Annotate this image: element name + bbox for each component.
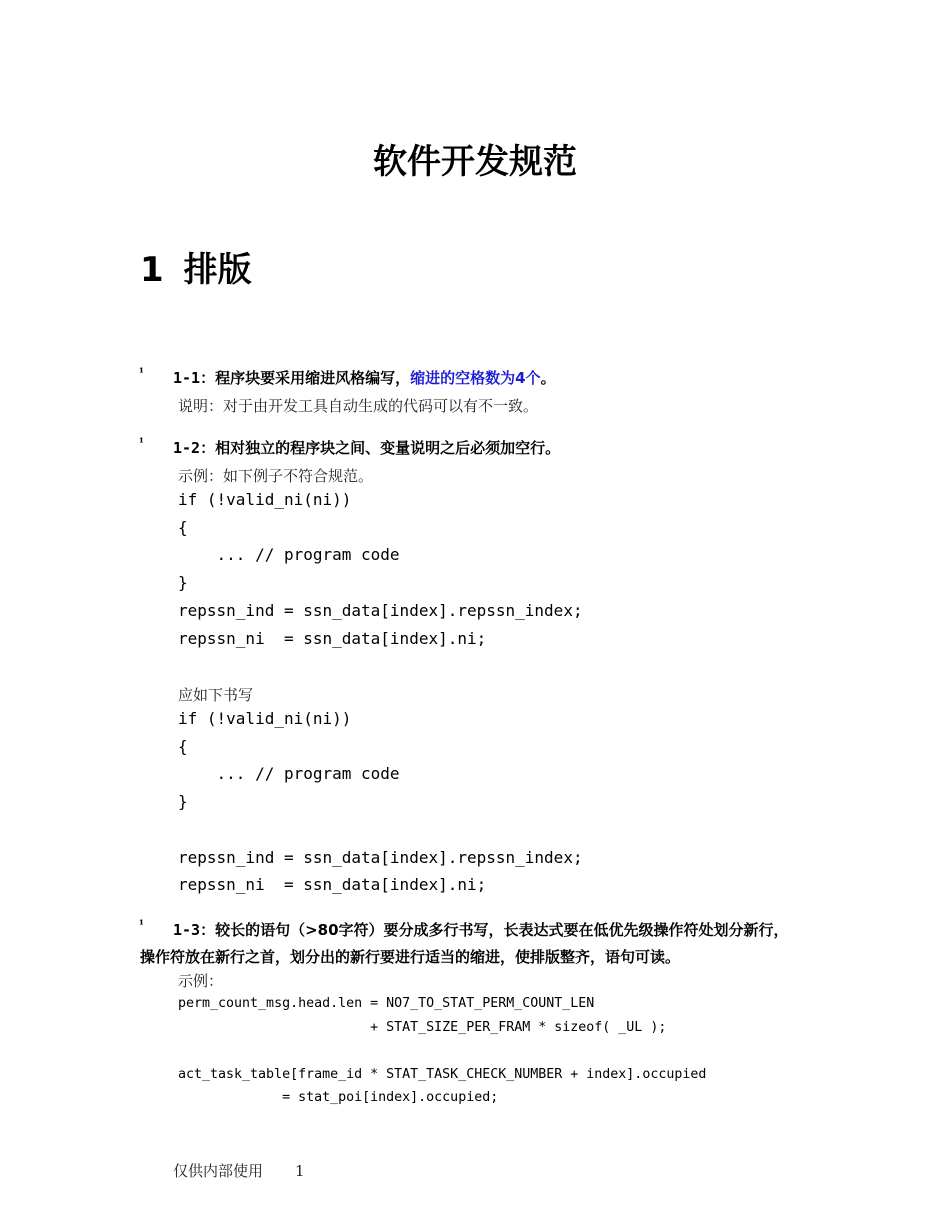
rule-id: 1-3 <box>173 921 201 939</box>
rule-bullet: ¹ <box>139 436 144 449</box>
good-example-label: 应如下书写 <box>178 686 254 704</box>
rule-highlight: 缩进的空格数为4个 <box>410 369 541 387</box>
rule-1-1-note: 说明：对于由开发工具自动生成的代码可以有不一致。 <box>178 397 539 415</box>
rule-1-3-continued: 操作符放在新行之首，划分出的新行要进行适当的缩进，使排版整齐，语句可读。 <box>140 948 681 966</box>
footer-label: 仅供内部使用 <box>173 1162 264 1180</box>
section-heading <box>140 242 252 291</box>
rule-id: 1-1 <box>173 369 201 387</box>
rule-bullet: ¹ <box>139 366 144 379</box>
page-number: 1 <box>295 1162 305 1180</box>
code-block-bad: if (!valid_ni(ni)) { ... // program code } repssn_ind = ssn_data[index].repssn_index; repssn_ni = ssn_data[index].ni; <box>178 490 583 648</box>
rule-text: ：较长的语句（>80字符）要分成多行书写，长表达式要在低优先级操作符处划分新行， <box>200 921 789 939</box>
example-label: 示例：如下例子不符合规范。 <box>178 467 374 485</box>
rule-id: 1-2 <box>173 439 201 457</box>
page-footer <box>173 1160 305 1181</box>
section-title: 排版 <box>183 250 252 290</box>
code-block-good: if (!valid_ni(ni)) { ... // program code } repssn_ind = ssn_data[index].repssn_index; repssn_ni = ssn_data[index].ni; <box>178 709 583 895</box>
rule-text: ：相对独立的程序块之间、变量说明之后必须加空行。 <box>200 439 561 457</box>
rule-text-end: 。 <box>540 369 556 387</box>
rule-text: ：程序块要采用缩进风格编写， <box>200 369 411 387</box>
section-number: 1 <box>140 250 164 290</box>
rule-1-1 <box>173 367 556 388</box>
rule-1-3 <box>173 919 789 940</box>
document-title: 软件开发规范 <box>373 142 577 182</box>
rule-bullet: ¹ <box>139 918 144 931</box>
rule-1-2 <box>173 437 560 458</box>
example-label: 示例： <box>178 972 224 990</box>
code-block-long-statement: perm_count_msg.head.len = NO7_TO_STAT_PERM_COUNT_LEN + STAT_SIZE_PER_FRAM * sizeof( _UL ); act_task_table[frame_id * STAT_TASK_CHECK_NUMBER + index].occupied = stat_poi[index].occupied; <box>178 996 707 1105</box>
